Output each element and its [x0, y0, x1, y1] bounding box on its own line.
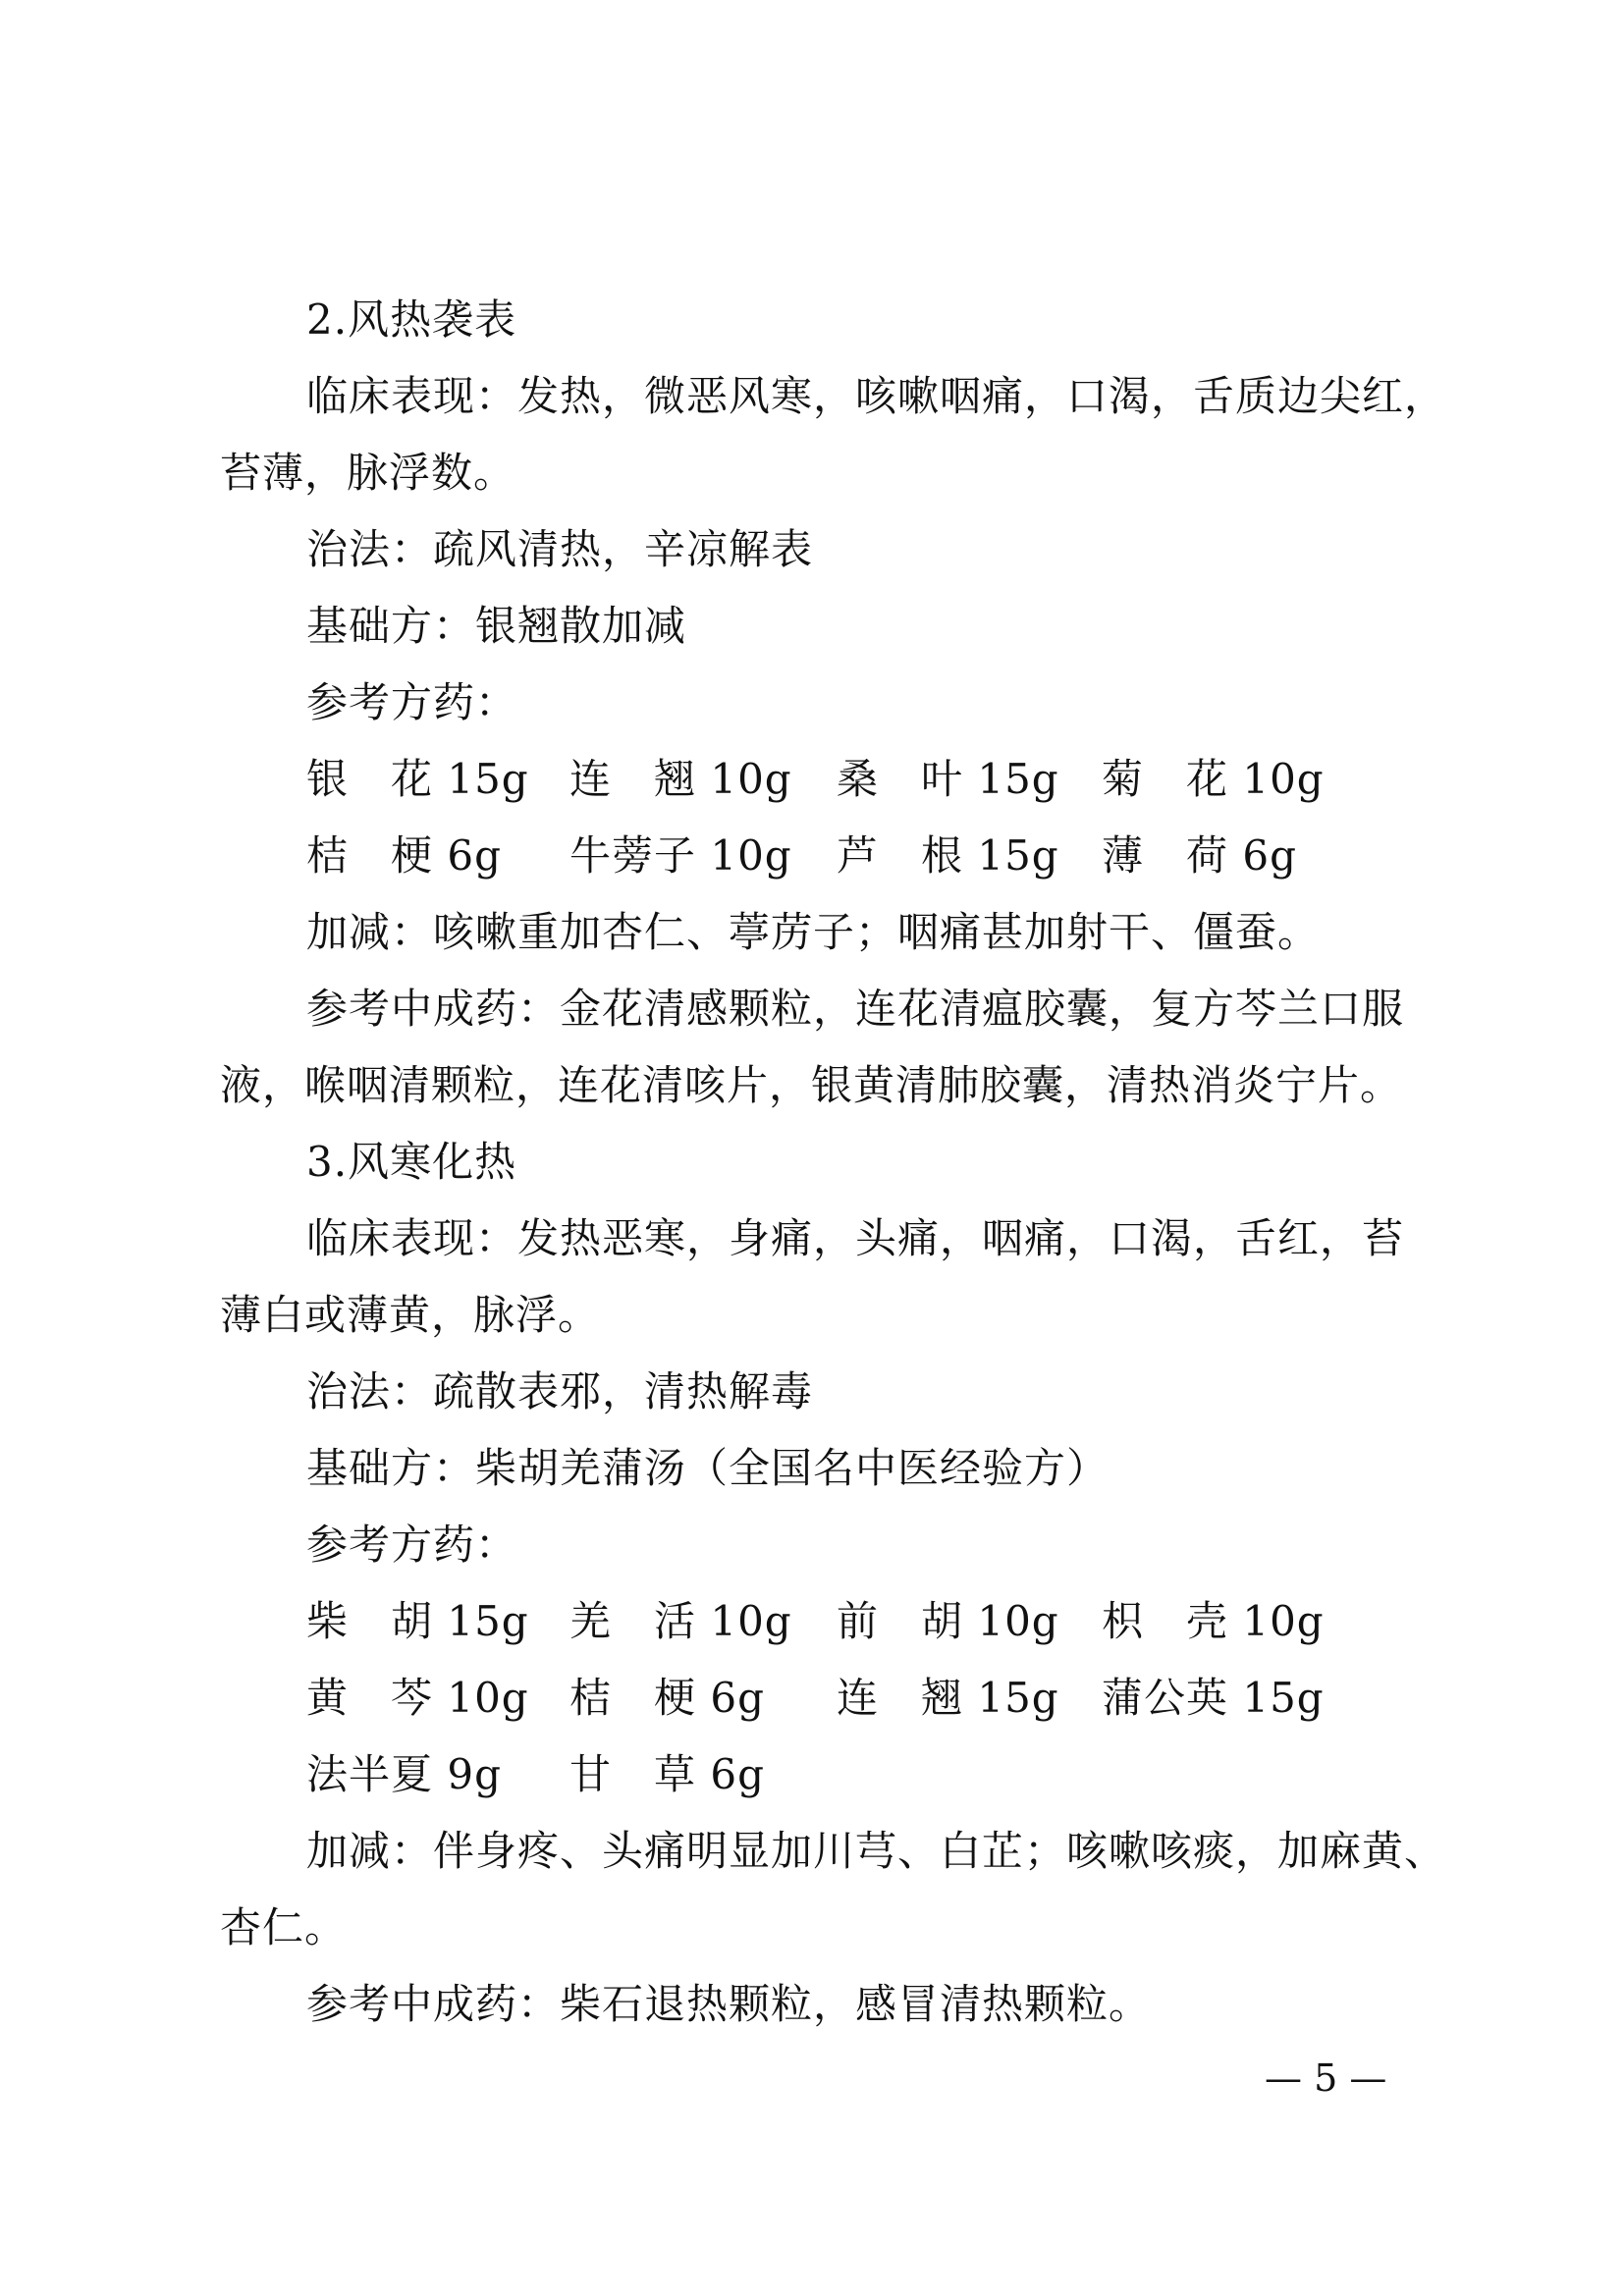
patent-medicine-continued: 液，喉咽清颗粒，连花清咳片，银黄清肺胶囊，清热消炎宁片。: [220, 1061, 1403, 1109]
herb-item: 连 翘 15g: [837, 1674, 1059, 1722]
treatment-method: 治法：疏风清热，辛凉解表: [306, 525, 814, 573]
clinical-manifestation: 临床表现：发热恶寒，身痛，头痛，咽痛，口渴，舌红，苔: [306, 1214, 1405, 1262]
patent-medicine: 参考中成药：金花清感颗粒，连花清瘟胶囊，复方芩兰口服: [306, 985, 1405, 1033]
herb-item: 桔 梗 6g: [306, 831, 502, 880]
herb-item: 柴 胡 15g: [306, 1597, 529, 1645]
modification: 加减：伴身疼、头痛明显加川芎、白芷；咳嗽咳痰，加麻黄、: [306, 1827, 1447, 1875]
herb-item: 银 花 15g: [306, 755, 529, 803]
herb-item: 甘 草 6g: [569, 1750, 765, 1798]
herb-item: 前 胡 10g: [837, 1597, 1059, 1645]
herb-item: 连 翘 10g: [569, 755, 792, 803]
herb-item: 枳 壳 10g: [1102, 1597, 1325, 1645]
clinical-manifestation-continued: 薄白或薄黄，脉浮。: [220, 1291, 601, 1339]
base-formula: 基础方：柴胡羌蒲汤（全国名中医经验方）: [306, 1444, 1110, 1492]
herb-item: 牛蒡子 10g: [569, 831, 792, 880]
page-number: — 5 —: [1265, 2056, 1387, 2100]
herb-item: 桑 叶 15g: [837, 755, 1059, 803]
patent-medicine: 参考中成药：柴石退热颗粒，感冒清热颗粒。: [306, 1980, 1152, 2028]
herb-row: [0, 1747, 1624, 1802]
section-heading: 3.风寒化热: [306, 1138, 517, 1186]
herb-item: 薄 荷 6g: [1102, 831, 1297, 880]
treatment-method: 治法：疏散表邪，清热解毒: [306, 1367, 814, 1415]
herb-item: 黄 芩 10g: [306, 1674, 529, 1722]
clinical-manifestation-continued: 苔薄，脉浮数。: [220, 449, 516, 497]
herb-row: [0, 752, 1624, 807]
herb-row: [0, 1671, 1624, 1726]
section-heading: 2.风热袭表: [306, 295, 517, 344]
herb-item: 羌 活 10g: [569, 1597, 792, 1645]
herb-item: 菊 花 10g: [1102, 755, 1325, 803]
modification: 加减：咳嗽重加杏仁、葶苈子；咽痛甚加射干、僵蚕。: [306, 908, 1321, 956]
reference-herbs-label: 参考方药：: [306, 1521, 518, 1569]
herb-row: [0, 828, 1624, 883]
herb-item: 蒲公英 15g: [1102, 1674, 1325, 1722]
reference-herbs-label: 参考方药：: [306, 678, 518, 726]
herb-item: 桔 梗 6g: [569, 1674, 765, 1722]
herb-row: [0, 1594, 1624, 1649]
herb-item: 法半夏 9g: [306, 1750, 502, 1798]
herb-item: 芦 根 15g: [837, 831, 1059, 880]
modification-continued: 杏仁。: [220, 1903, 348, 1951]
base-formula: 基础方：银翘散加减: [306, 602, 687, 650]
clinical-manifestation: 临床表现：发热，微恶风寒，咳嗽咽痛，口渴，舌质边尖红，: [306, 372, 1447, 420]
